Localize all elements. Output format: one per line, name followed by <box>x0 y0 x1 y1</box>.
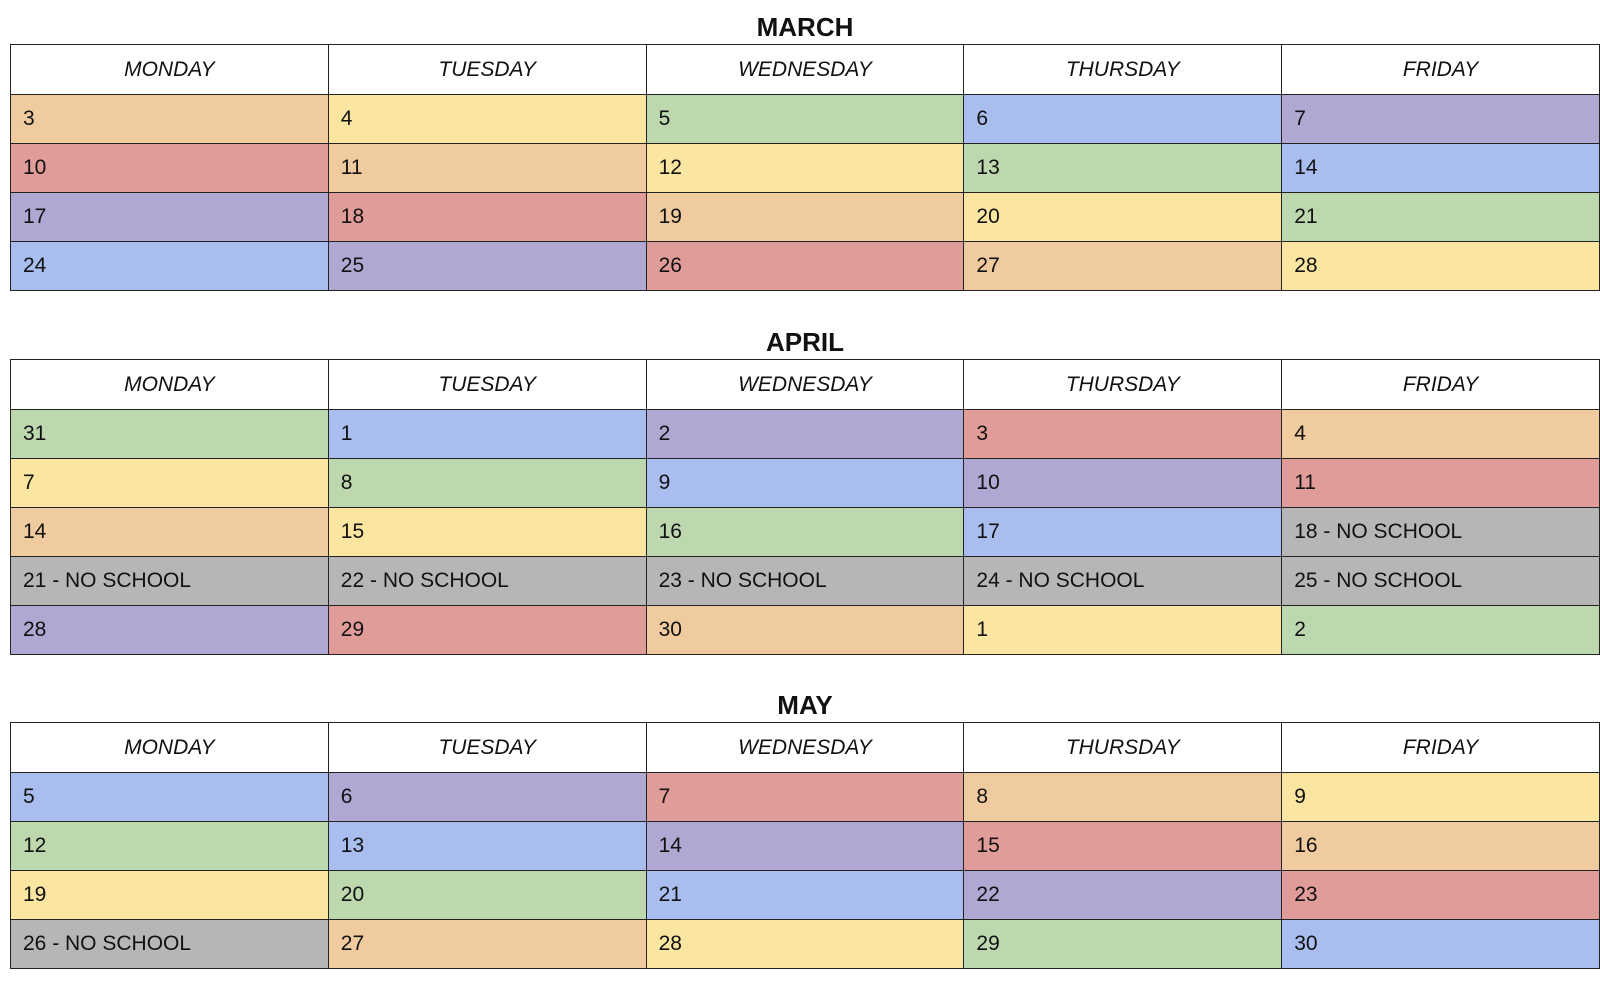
week-row <box>11 822 1600 871</box>
day-cell: 4 <box>328 95 646 144</box>
day-cell: 3 <box>964 410 1282 459</box>
weekday-header: MONDAY <box>11 45 329 95</box>
day-cell: 23 <box>1282 871 1600 920</box>
day-cell: 30 <box>1282 920 1600 969</box>
calendar-table <box>10 359 1600 655</box>
day-cell: 6 <box>964 95 1282 144</box>
weekday-header: WEDNESDAY <box>646 723 964 773</box>
weekday-header: WEDNESDAY <box>646 360 964 410</box>
day-cell: 28 <box>646 920 964 969</box>
calendar-table <box>10 722 1600 969</box>
weekday-header: TUESDAY <box>328 45 646 95</box>
no-school-cell: 18 - NO SCHOOL <box>1282 508 1600 557</box>
day-cell: 10 <box>11 144 329 193</box>
weekday-header: THURSDAY <box>964 45 1282 95</box>
month-april <box>10 325 1600 655</box>
weekday-header-row <box>11 360 1600 410</box>
no-school-cell: 21 - NO SCHOOL <box>11 557 329 606</box>
day-cell: 12 <box>11 822 329 871</box>
week-row <box>11 410 1600 459</box>
day-cell: 25 <box>328 242 646 291</box>
weekday-header: TUESDAY <box>328 723 646 773</box>
no-school-cell: 22 - NO SCHOOL <box>328 557 646 606</box>
weekday-header: WEDNESDAY <box>646 45 964 95</box>
day-cell: 3 <box>11 95 329 144</box>
day-cell: 13 <box>328 822 646 871</box>
day-cell: 9 <box>1282 773 1600 822</box>
month-title: MAY <box>777 690 833 720</box>
week-row <box>11 193 1600 242</box>
day-cell: 5 <box>11 773 329 822</box>
week-row <box>11 871 1600 920</box>
day-cell: 14 <box>646 822 964 871</box>
week-row <box>11 508 1600 557</box>
weekday-header: FRIDAY <box>1282 45 1600 95</box>
week-row <box>11 606 1600 655</box>
week-row <box>11 557 1600 606</box>
day-cell: 15 <box>328 508 646 557</box>
day-cell: 7 <box>1282 95 1600 144</box>
day-cell: 18 <box>328 193 646 242</box>
day-cell: 21 <box>646 871 964 920</box>
weekday-header: FRIDAY <box>1282 360 1600 410</box>
day-cell: 11 <box>328 144 646 193</box>
day-cell: 12 <box>646 144 964 193</box>
month-march <box>10 10 1600 291</box>
day-cell: 2 <box>646 410 964 459</box>
calendar-table <box>10 44 1600 291</box>
day-cell: 27 <box>964 242 1282 291</box>
day-cell: 21 <box>1282 193 1600 242</box>
month-title: MARCH <box>756 12 854 42</box>
day-cell: 1 <box>964 606 1282 655</box>
weekday-header-row <box>11 723 1600 773</box>
week-row <box>11 242 1600 291</box>
day-cell: 7 <box>11 459 329 508</box>
day-cell: 26 <box>646 242 964 291</box>
day-cell: 17 <box>964 508 1282 557</box>
no-school-cell: 24 - NO SCHOOL <box>964 557 1282 606</box>
weekday-header: FRIDAY <box>1282 723 1600 773</box>
day-cell: 20 <box>964 193 1282 242</box>
day-cell: 19 <box>646 193 964 242</box>
day-cell: 11 <box>1282 459 1600 508</box>
weekday-header: THURSDAY <box>964 360 1282 410</box>
day-cell: 15 <box>964 822 1282 871</box>
day-cell: 7 <box>646 773 964 822</box>
day-cell: 16 <box>1282 822 1600 871</box>
day-cell: 14 <box>1282 144 1600 193</box>
weekday-header: MONDAY <box>11 723 329 773</box>
week-row <box>11 95 1600 144</box>
day-cell: 20 <box>328 871 646 920</box>
day-cell: 30 <box>646 606 964 655</box>
weekday-header: TUESDAY <box>328 360 646 410</box>
month-title: APRIL <box>766 327 844 357</box>
day-cell: 9 <box>646 459 964 508</box>
day-cell: 17 <box>11 193 329 242</box>
month-may <box>10 688 1600 969</box>
weekday-header-row <box>11 45 1600 95</box>
day-cell: 6 <box>328 773 646 822</box>
day-cell: 27 <box>328 920 646 969</box>
day-cell: 31 <box>11 410 329 459</box>
day-cell: 13 <box>964 144 1282 193</box>
day-cell: 1 <box>328 410 646 459</box>
day-cell: 28 <box>11 606 329 655</box>
weekday-header: MONDAY <box>11 360 329 410</box>
no-school-cell: 26 - NO SCHOOL <box>11 920 329 969</box>
day-cell: 19 <box>11 871 329 920</box>
day-cell: 14 <box>11 508 329 557</box>
day-cell: 16 <box>646 508 964 557</box>
day-cell: 8 <box>964 773 1282 822</box>
no-school-cell: 25 - NO SCHOOL <box>1282 557 1600 606</box>
day-cell: 24 <box>11 242 329 291</box>
day-cell: 4 <box>1282 410 1600 459</box>
day-cell: 8 <box>328 459 646 508</box>
day-cell: 22 <box>964 871 1282 920</box>
day-cell: 5 <box>646 95 964 144</box>
week-row <box>11 144 1600 193</box>
day-cell: 29 <box>964 920 1282 969</box>
week-row <box>11 920 1600 969</box>
day-cell: 10 <box>964 459 1282 508</box>
no-school-cell: 23 - NO SCHOOL <box>646 557 964 606</box>
week-row <box>11 773 1600 822</box>
day-cell: 28 <box>1282 242 1600 291</box>
week-row <box>11 459 1600 508</box>
day-cell: 29 <box>328 606 646 655</box>
day-cell: 2 <box>1282 606 1600 655</box>
weekday-header: THURSDAY <box>964 723 1282 773</box>
